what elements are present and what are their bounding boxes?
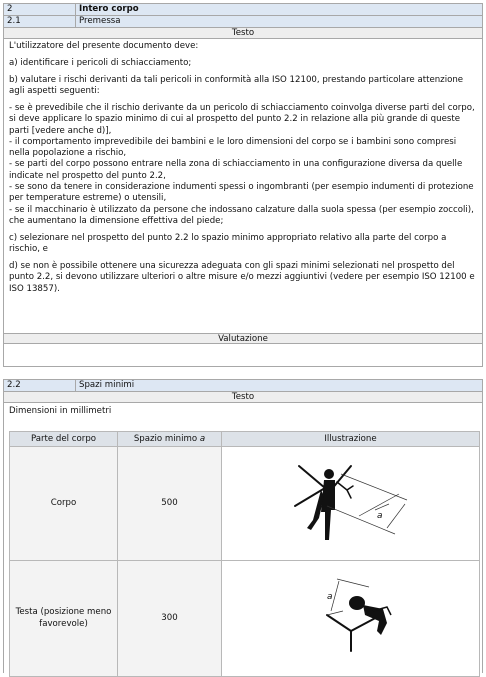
head-gap-illustration xyxy=(291,575,411,653)
paragraph-c: c) selezionare nel prospetto del punto 2.2 lo spazio minimo appropriato relativo alla parte del corpo a rischio, e xyxy=(9,232,447,255)
evaluation-label: Valutazione xyxy=(4,333,482,344)
col-header-space-text: Spazio minimo xyxy=(133,434,198,444)
paragraph-a: a) identificare i pericoli di schiacciamento; xyxy=(9,57,192,68)
section-header xyxy=(4,4,482,16)
bullet-item: - se è prevedibile che il rischio derivante da un pericolo di schiacciamento coinvolga diverse parti del corpo, si deve applicare lo spazio minimo di cui al prospetto del punto 2.2 in relazione alla più grande di queste parti [vedere anche d)], xyxy=(9,102,475,136)
cell-space: 300 xyxy=(118,561,222,677)
table-header-row xyxy=(10,432,480,447)
subsection-number: 2.1 xyxy=(4,16,76,27)
dim-label-a: a xyxy=(326,592,333,602)
section-header xyxy=(4,380,482,392)
section-number: 2.2 xyxy=(4,380,76,391)
cell-part: Corpo xyxy=(10,447,118,561)
minimum-gaps-table xyxy=(9,431,480,677)
cell-space: 500 xyxy=(118,447,222,561)
table-row xyxy=(10,447,480,561)
cell-illustration xyxy=(222,447,480,561)
bullet-item: - se il macchinario è utilizzato da persone che indossano calzature dalla suola spessa (per esempio zoccoli), che aumentano la dimensione effettiva del piede; xyxy=(9,204,474,226)
cell-illustration xyxy=(222,561,480,677)
subsection-title: Premessa xyxy=(79,16,121,26)
dim-label-a: a xyxy=(376,510,383,521)
col-header-space xyxy=(118,432,222,447)
premessa-text xyxy=(4,39,482,333)
text-label: Testo xyxy=(4,392,482,403)
section-spazi-minimi xyxy=(3,379,483,673)
section-number: 2 xyxy=(4,4,76,15)
table-row xyxy=(10,561,480,677)
bullet-item: - il comportamento imprevedibile dei bambini e le loro dimensioni del corpo se i bambini sono compresi nella popolazione a rischio, xyxy=(9,136,457,159)
dimensions-note: Dimensioni in millimetri xyxy=(9,406,112,416)
bullet-item: - se sono da tenere in considerazione indumenti spessi o ingombranti (per esempio indumenti di protezione per temperature estreme) o utensili, xyxy=(9,182,474,204)
paragraph-d: d) se non è possibile ottenere una sicurezza adeguata con gli spazi minimi selezionati nel prospetto del punto 2.2, si devono utilizzare ulteriori o altre misure e/o mezzi aggiuntivi (vedere per esempio ISO 12100 e ISO 13857). xyxy=(9,261,475,294)
col-header-part: Parte del corpo xyxy=(10,432,118,447)
col-header-illustration: Illustrazione xyxy=(222,432,480,447)
text-label: Testo xyxy=(4,28,482,39)
section-title: Spazi minimi xyxy=(79,380,135,390)
cell-part: Testa (posizione meno favorevole) xyxy=(10,561,118,677)
paragraph-intro: L'utilizzatore del presente documento deve: xyxy=(9,41,199,51)
section-intero-corpo xyxy=(3,3,483,367)
bullet-item: - se parti del corpo possono entrare nella zona di schiacciamento in una configurazione diversa da quelle indicate nel prospetto del punto 2.2, xyxy=(9,159,463,181)
section-title: Intero corpo xyxy=(79,4,139,14)
body-gap-illustration xyxy=(291,460,411,548)
col-header-space-symbol: a xyxy=(199,434,206,444)
subsection-header xyxy=(4,16,482,28)
paragraph-b: b) valutare i rischi derivanti da tali pericoli in conformità alla ISO 12100, prestando particolare attenzione agli aspetti seguenti: xyxy=(9,74,464,97)
